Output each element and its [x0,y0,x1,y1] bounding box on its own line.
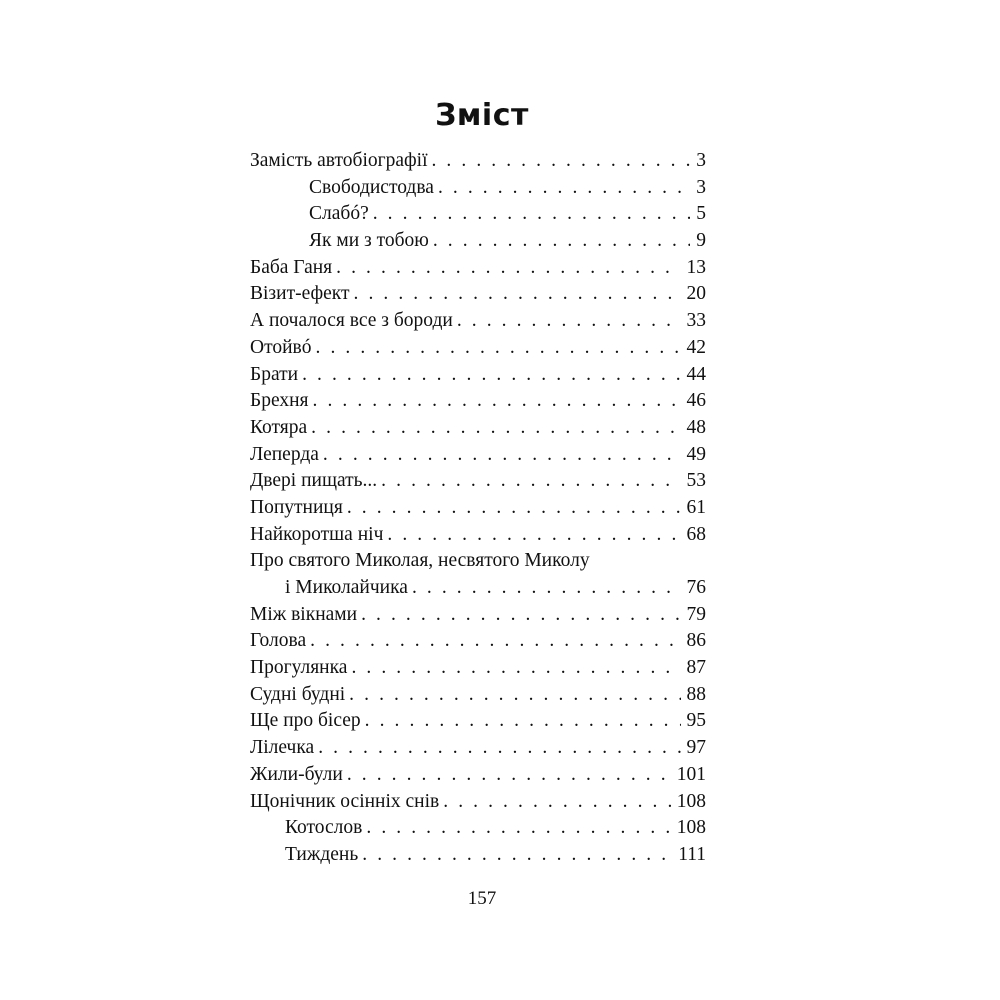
dot-leader [318,735,680,762]
toc-entry-page: 101 [676,763,706,785]
toc-entry-page: 86 [686,630,706,652]
toc-entry [250,362,706,389]
toc-entry-page: 111 [678,843,706,865]
toc-entry [250,148,706,175]
dot-leader [354,281,681,308]
dot-leader [349,682,680,709]
dot-leader [311,415,680,442]
toc-entry-page: 3 [696,150,706,171]
toc-entry-page: 95 [686,710,706,732]
toc-entry-title: Свободистодва [309,176,434,198]
toc-entry-title: Замість автобіографії [250,150,428,171]
dot-leader [443,789,671,816]
dot-leader [361,602,680,629]
toc-entry [250,628,706,655]
page-title: Зміст [435,98,529,133]
dot-leader [387,522,680,549]
dot-leader [313,388,681,415]
toc-entry-title: Брати [250,363,299,385]
toc-entry-title: А почалося все з бороди [250,310,453,332]
toc-entry-page: 79 [686,603,706,625]
toc-entry-title: Котяра [250,416,308,438]
toc-entry [250,495,706,522]
dot-leader [431,148,690,175]
dot-leader [457,308,681,335]
toc-entry-page: 13 [686,256,706,278]
toc-entry-title: Прогулянка [250,657,348,679]
toc-entry-page: 33 [686,310,706,332]
dot-leader [323,442,681,469]
dot-leader [316,335,681,362]
toc-entry-title: Судні будні [250,683,346,705]
toc-entry [250,335,706,362]
toc-entry-title: Щонічник осінніх снів [250,790,440,812]
toc-entry-page: 108 [676,790,706,812]
toc-entry-title: Тиждень [285,843,359,865]
toc-entry-title: Лілечка [250,737,315,759]
toc-entry [250,388,706,415]
toc-entry-page: 42 [686,336,706,358]
toc-entry-title: Ще про бісер [250,710,361,732]
dot-leader [381,468,680,495]
toc-entry-title: Візит-ефект [250,283,350,305]
toc-entry-title: Голова [250,630,307,652]
toc-entry [250,602,706,629]
toc-entry-page: 88 [686,683,706,705]
toc-entry-page: 87 [686,657,706,679]
dot-leader [310,628,680,655]
dot-leader [351,655,680,682]
toc-entry-page: 68 [686,523,706,545]
dot-leader [336,255,680,282]
toc-entry-title: Отойвó [250,336,312,358]
toc-entry-page: 3 [696,176,706,198]
dot-leader [366,815,670,842]
dot-leader [347,495,681,522]
toc-entry [250,228,706,255]
toc-entry [250,255,706,282]
toc-entry-title: Леперда [250,443,319,465]
dot-leader [438,175,690,202]
toc-entry-title: Слабó? [309,203,369,225]
toc-entry-title: Між вікнами [250,603,358,625]
dot-leader [302,362,680,389]
toc-entry [250,548,706,575]
toc-entry [250,442,706,469]
toc-entry-page: 108 [676,817,706,839]
toc-entry-page: 20 [686,283,706,305]
table-of-contents [250,148,706,869]
toc-entry-page: 44 [686,363,706,385]
page-number: 157 [467,888,497,909]
toc-entry [250,762,706,789]
toc-entry-page: 61 [686,496,706,518]
toc-entry [250,575,706,602]
toc-entry [250,201,706,228]
toc-entry [250,281,706,308]
toc-entry [250,682,706,709]
toc-entry-page: 46 [686,390,706,412]
toc-entry-title: Баба Ганя [250,256,333,278]
toc-entry-title: Про святого Миколая, несвятого Миколу [250,550,590,572]
toc-entry-title: Жили-були [250,763,343,785]
toc-entry [250,655,706,682]
toc-entry-title: Котослов [285,817,363,839]
dot-leader [412,575,681,602]
dot-leader [365,708,681,735]
toc-entry-page: 76 [686,577,706,598]
toc-entry-title: Найкоротша ніч [250,523,384,545]
toc-entry [250,308,706,335]
toc-entry [250,789,706,816]
toc-entry [250,708,706,735]
toc-entry [250,522,706,549]
toc-entry [250,735,706,762]
dot-leader [433,228,690,255]
toc-entry [250,842,706,869]
toc-entry-page: 97 [686,737,706,759]
toc-entry [250,175,706,202]
toc-entry-page: 49 [686,443,706,465]
dot-leader [362,842,672,869]
toc-entry-title: Попутниця [250,496,343,518]
toc-entry-page: 53 [686,470,706,492]
toc-entry-page: 48 [686,416,706,438]
toc-entry-title: Двері пищать... [250,470,378,492]
dot-leader [373,201,691,228]
toc-entry-page: 9 [696,230,706,252]
toc-entry [250,415,706,442]
toc-entry [250,815,706,842]
toc-entry [250,468,706,495]
toc-entry-title: Як ми з тобою [309,230,429,252]
toc-entry-page: 5 [696,203,706,225]
dot-leader [347,762,671,789]
toc-entry-title: Брехня [250,390,309,412]
toc-entry-title: і Миколайчика [285,577,408,598]
